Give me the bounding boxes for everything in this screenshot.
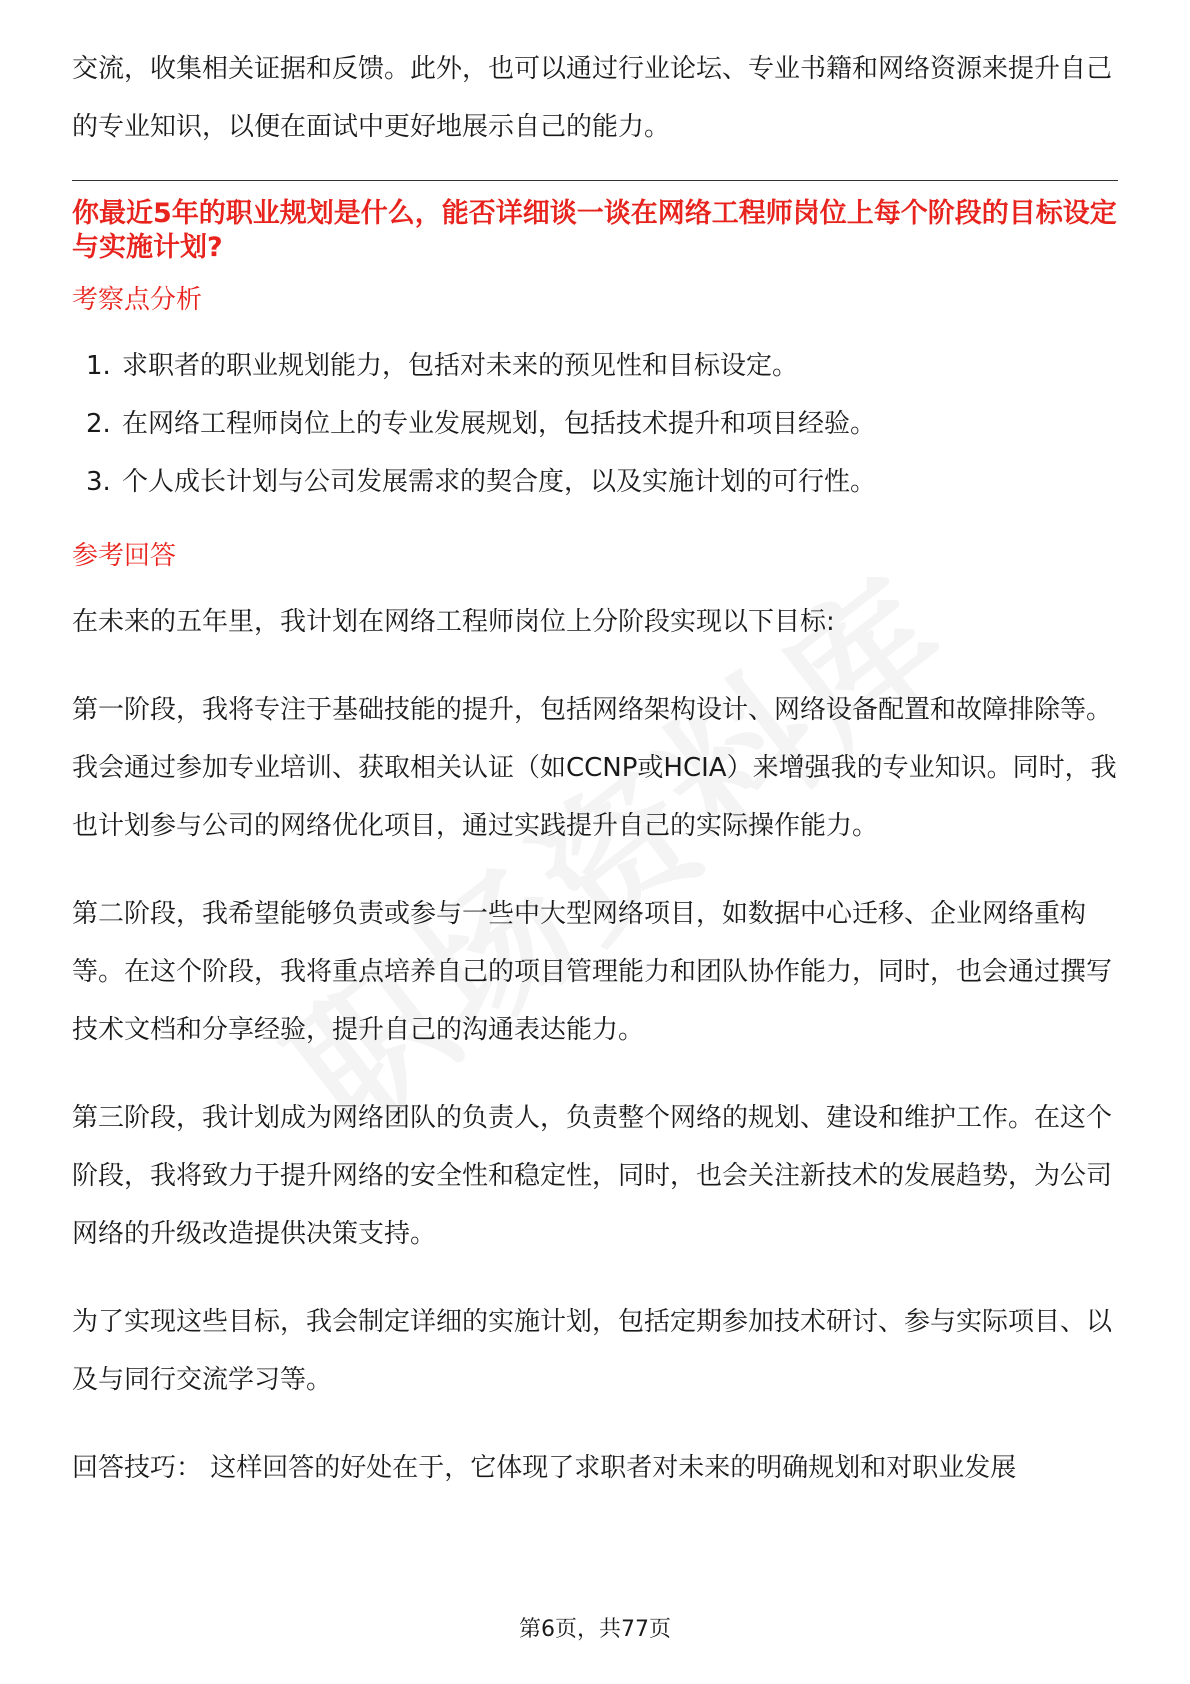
list-item: 2. 在网络工程师岗位上的专业发展规划，包括技术提升和项目经验。 (86, 409, 877, 439)
document-page (72, 40, 1118, 1527)
section-divider (72, 180, 1118, 181)
answer-heading: 参考回答 (72, 541, 177, 571)
answer-body (72, 593, 1118, 1497)
question-heading: 你最近5年的职业规划是什么，能否详细谈一谈在网络工程师岗位上每个阶段的目标设定与实施计划? (72, 198, 1117, 263)
analysis-list (72, 337, 1118, 511)
intro-paragraph: 交流，收集相关证据和反馈。此外，也可以通过行业论坛、专业书籍和网络资源来提升自己的专业知识，以便在面试中更好地展示自己的能力。 (72, 54, 1113, 142)
page-number-footer: 第6页，共77页 (519, 1617, 671, 1642)
list-item: 1. 求职者的职业规划能力，包括对未来的预见性和目标设定。 (86, 351, 799, 381)
answer-paragraph: 第三阶段，我计划成为网络团队的负责人，负责整个网络的规划、建设和维护工作。在这个阶段，我将致力于提升网络的安全性和稳定性，同时，也会关注新技术的发展趋势，为公司网络的升级改造提供决策支持。 (72, 1103, 1113, 1249)
list-item: 3. 个人成长计划与公司发展需求的契合度，以及实施计划的可行性。 (86, 467, 877, 497)
answer-paragraph: 为了实现这些目标，我会制定详细的实施计划，包括定期参加技术研讨、参与实际项目、以及与同行交流学习等。 (72, 1307, 1113, 1395)
answer-paragraph: 第二阶段，我希望能够负责或参与一些中大型网络项目，如数据中心迁移、企业网络重构等。在这个阶段，我将重点培养自己的项目管理能力和团队协作能力，同时，也会通过撰写技术文档和分享经验，提升自己的沟通表达能力。 (72, 899, 1113, 1045)
answer-paragraph: 回答技巧： 这样回答的好处在于，它体现了求职者对未来的明确规划和对职业发展 (72, 1453, 1017, 1483)
analysis-heading: 考察点分析 (72, 285, 203, 315)
answer-paragraph: 在未来的五年里，我计划在网络工程师岗位上分阶段实现以下目标: (72, 607, 835, 637)
answer-paragraph: 第一阶段，我将专注于基础技能的提升，包括网络架构设计、网络设备配置和故障排除等。我会通过参加专业培训、获取相关认证（如CCNP或HCIA）来增强我的专业知识。同时，我也计划参与公司的网络优化项目，通过实践提升自己的实际操作能力。 (72, 695, 1117, 841)
